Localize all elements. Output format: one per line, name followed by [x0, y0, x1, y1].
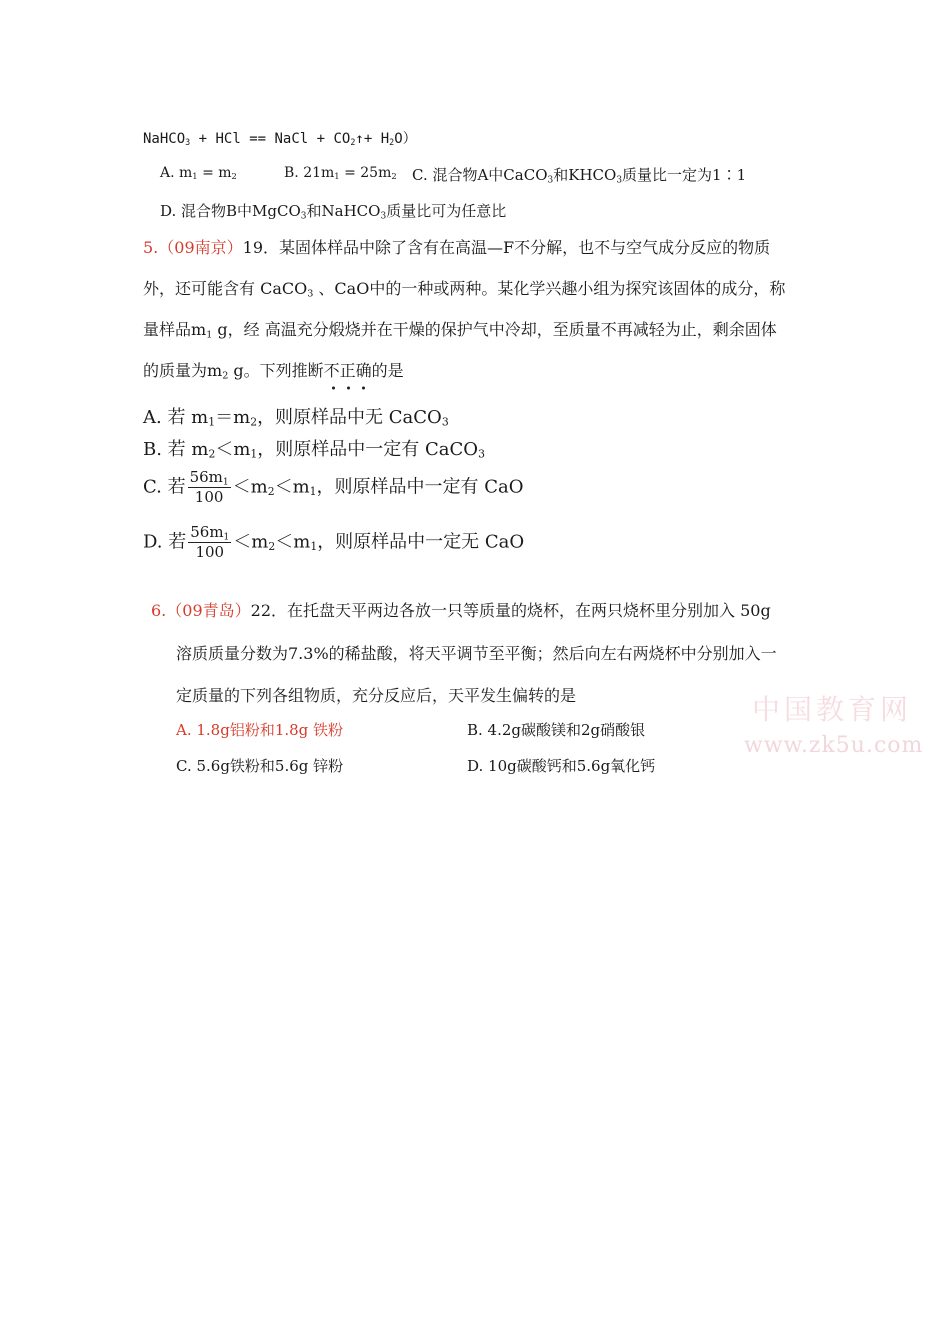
prev-option-d: D. 混合物B中MgCO$_3$和NaHCO$_3$质量比可为任意比	[160, 202, 507, 222]
q5-line-2: 外，还可能含有 CaCO$_3$ 、CaO中的一种或两种。某化学兴趣小组为探究该固体的成分，称	[143, 279, 786, 300]
q6-source-tag: 6.（09青岛）	[151, 601, 251, 620]
emphasis-not-correct: 不正确	[324, 358, 372, 381]
prev-option-a: A. $m_1 = m_2$	[160, 165, 237, 182]
q6-line-3: 定质量的下列各组物质，充分反应后，天平发生偏转的是	[176, 686, 577, 705]
q6-option-b: B. 4.2g碳酸镁和2g硝酸银	[467, 721, 646, 739]
prev-option-b: B. $21m_1 = 25m_2$	[284, 165, 397, 182]
fraction-56m1-over-100: $\frac{56m_1}{100}$	[189, 468, 229, 506]
watermark-logo-text: 中国教育网	[752, 693, 913, 726]
q6-option-a: A. 1.8g铝粉和1.8g 铁粉	[176, 721, 344, 739]
equation-line: NaHCO$_3$ + HCl == NaCl + $CO_2↑+ H_2O$）	[143, 131, 417, 148]
q5-option-a: A. 若 $m_1=m_2$，则原样品中无 CaCO$_3$	[143, 407, 449, 429]
q5-option-d: D. 若 $\frac{56m_1}{100}$ $<m_2<m_1$，则原样品中一定无 CaO	[143, 523, 525, 561]
q6-option-d: D. 10g碳酸钙和5.6g氧化钙	[467, 757, 656, 775]
fraction-56m1-over-100: $\frac{56m_1}{100}$	[190, 523, 230, 561]
q6-option-c: C. 5.6g铁粉和5.6g 锌粉	[176, 757, 344, 775]
q5-line-1: 5.（09南京）19．某固体样品中除了含有在高温—F不分解，也不与空气成分反应的物质	[143, 238, 771, 257]
q5-option-b: B. 若 $m_2<m_1$，则原样品中一定有 CaCO$_3$	[143, 439, 485, 461]
prev-option-c: C. 混合物A中CaCO$_3$和$KHCO_3$质量比一定为1∶1	[412, 166, 747, 186]
q6-line-2: 溶质质量分数为7.3%的稀盐酸，将天平调节至平衡；然后向左右两烧杯中分别加入一	[176, 644, 777, 663]
q5-line-4: 的质量为$m_2$ g。下列推断不正确的是	[143, 358, 404, 381]
up-arrow-icon: ↑	[355, 131, 364, 147]
watermark-url: www.zk5u.com	[744, 733, 924, 758]
q5-line-3: 量样品$m_1$ g，经 高温充分煅烧并在干燥的保护气中冷却，至质量不再减轻为止，剩余固体	[143, 320, 777, 341]
q5-option-c: C. 若 $\frac{56m_1}{100}$ $<m_2<m_1$，则原样品中一定有 CaO	[143, 468, 524, 506]
q5-source-tag: 5.（09南京）	[143, 238, 243, 257]
q6-line-1: 6.（09青岛）22．在托盘天平两边各放一只等质量的烧杯，在两只烧杯里分别加入 50g	[151, 601, 771, 620]
